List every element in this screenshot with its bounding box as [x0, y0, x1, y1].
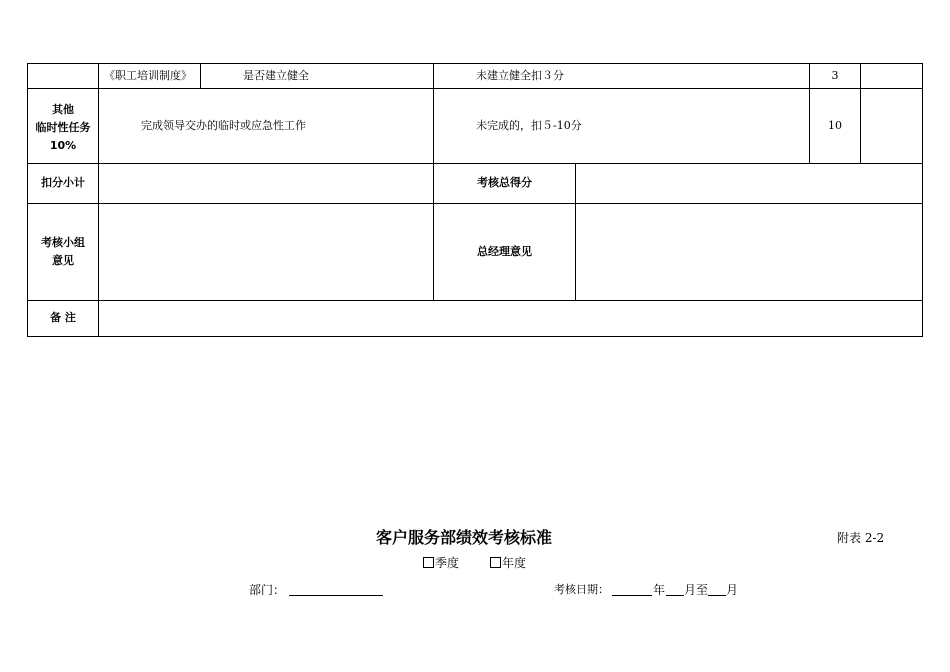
table-line [27, 203, 923, 204]
department-label: 部门： [249, 583, 286, 597]
row2-category [28, 101, 98, 155]
quarter-checkbox[interactable] [423, 557, 434, 568]
table-line [27, 63, 923, 64]
table-line [27, 163, 923, 164]
year-label: 年度 [502, 556, 527, 570]
table-line [575, 163, 576, 301]
table-line [860, 63, 861, 164]
date-year-label: 年 [653, 583, 666, 597]
table-line [200, 63, 201, 89]
group-opinion-line2: 意见 [52, 254, 74, 267]
date-month-label: 月 [726, 583, 739, 597]
row2-score: 10 [828, 119, 842, 132]
date-label: 考核日期： [554, 583, 609, 596]
quarter-option[interactable] [423, 554, 459, 571]
group-opinion-line1: 考核小组 [41, 236, 85, 249]
row1-standard: 是否建立健全 [243, 69, 309, 82]
quarter-label: 季度 [435, 556, 460, 570]
row2-rule: 未完成的，扣５-10分 [476, 119, 582, 132]
attachment-label: 附表 2-2 [837, 531, 885, 545]
group-opinion-label [28, 234, 98, 270]
table-line [27, 336, 923, 337]
remarks-label: 备 注 [50, 311, 76, 324]
row1-rule: 未建立健全扣３分 [476, 69, 564, 82]
subtotal-label: 扣分小计 [41, 176, 85, 189]
row2-category-line3: 10% [49, 139, 77, 152]
table-line [922, 63, 923, 337]
gm-opinion-label: 总经理意见 [477, 245, 532, 258]
date-month-start-blank[interactable] [666, 595, 684, 596]
year-option[interactable] [490, 554, 526, 571]
row1-item: 《职工培训制度》 [104, 69, 192, 82]
total-score-label: 考核总得分 [477, 176, 532, 189]
row2-category-line1: 其他 [52, 103, 74, 116]
year-checkbox[interactable] [490, 557, 501, 568]
table-line [27, 88, 923, 89]
row2-standard: 完成领导交办的临时或应急性工作 [141, 119, 306, 132]
department-blank[interactable] [289, 595, 383, 596]
date-year-blank[interactable] [612, 595, 652, 596]
table-line [98, 63, 99, 337]
date-month-to-label: 月至 [684, 583, 709, 597]
table-line [27, 300, 923, 301]
row1-score: 3 [831, 69, 839, 82]
date-month-end-blank[interactable] [708, 595, 726, 596]
form-title: 客户服务部绩效考核标准 [376, 528, 553, 547]
row2-category-line2: 临时性任务 [35, 121, 91, 134]
